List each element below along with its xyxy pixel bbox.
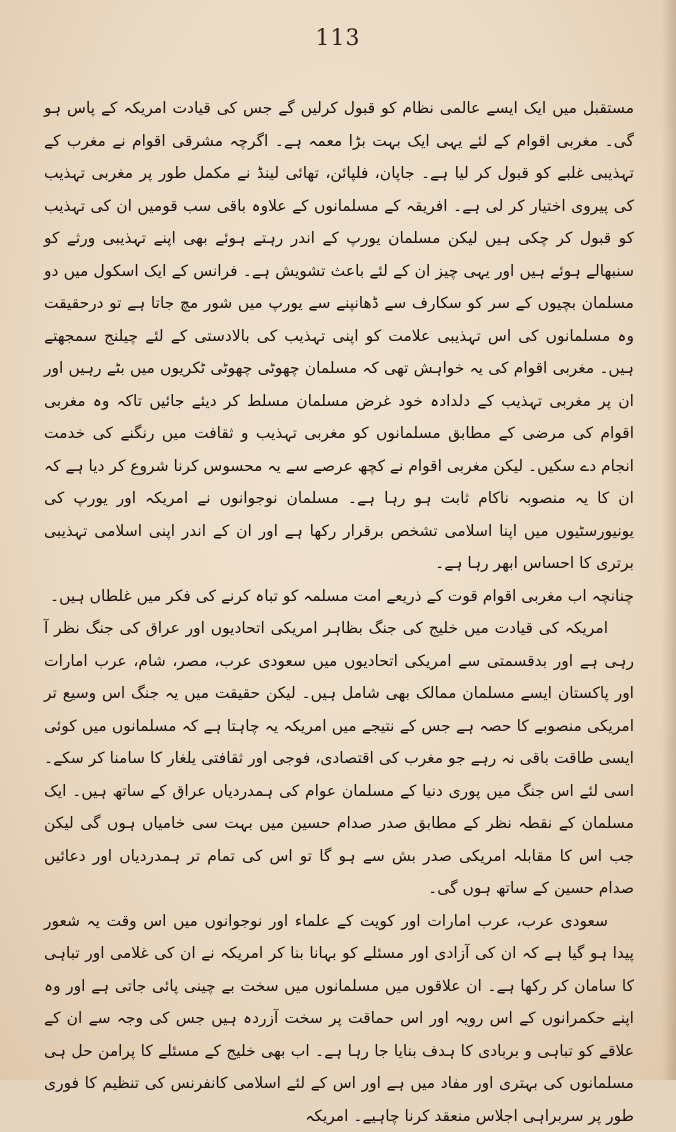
page-number: 113	[0, 26, 676, 51]
page-edge-shadow	[662, 0, 676, 1080]
paragraph-western-nations: مستقبل میں ایک ایسے عالمی نظام کو قبول کرلیں گے جس کی قیادت امریکہ کے پاس ہو گی۔ مغربی اقوام کے لئے یہی ایک بہت بڑا معمہ ہے۔ اگرچہ مشرقی اقوام نے مغرب کے تہذیبی غلبے کو قبول کر لیا ہے۔ جاپان، فلپائن، تھائی لینڈ نے مکمل طور پر مغربی تہذیب کی پیروی اختیار کر لی ہے۔ افریقہ کے مسلمانوں کے علاوہ باقی سب قومیں ان کی تہذیب کو قبول کر چکی ہیں لیکن مسلمان یورپ کے اندر رہتے ہوئے بھی اپنے تہذیبی ورثے کو سنبھالے ہوئے ہیں اور یہی چیز ان کے لئے باعث تشویش ہے۔ فرانس کے ایک اسکول میں دو مسلمان بچیوں کے سر کو سکارف سے ڈھانپنے سے یورپ میں شور مچ جاتا ہے تو درحقیقت وہ مسلمانوں کی اس تہذیبی علامت کو اپنی تہذیب کی بالادستی کے لئے چیلنج سمجھتے ہیں۔ مغربی اقوام کی یہ خواہش تھی کہ مسلمان چھوٹی چھوٹی ٹکریوں میں بٹے رہیں اور ان پر مغربی تہذیب کے دلدادہ خود غرض مسلمان مسلط کر دیئے جائیں تاکہ وہ مغربی اقوام کی مرضی کے مطابق مسلمانوں کو مغربی تہذیب و ثقافت میں رنگنے کی خدمت انجام دے سکیں۔ لیکن مغربی اقوام نے کچھ عرصے سے یہ محسوس کرنا شروع کر دیا ہے کہ ان کا یہ منصوبہ ناکام ثابت ہو رہا ہے۔ مسلمان نوجوانوں نے امریکہ اور یورپ کی یونیورسٹیوں میں اپنا اسلامی تشخص برقرار رکھا ہے اور ان کے اندر اپنی اسلامی تہذیبی برتری کا احساس ابھر رہا ہے۔	[44, 92, 634, 580]
paragraph-gulf-war: امریکہ کی قیادت میں خلیج کی جنگ بظاہر امریکی اتحادیوں اور عراق کی جنگ نظر آ رہی ہے اور بدقسمتی سے امریکی اتحادیوں میں سعودی عرب، مصر، شام، عرب امارات اور پاکستان ایسے مسلمان ممالک بھی شامل ہیں۔ لیکن حقیقت میں یہ جنگ اس وسیع تر امریکی منصوبے کا حصہ ہے جس کے نتیجے میں امریکہ یہ چاہتا ہے کہ مسلمانوں میں کوئی ایسی طاقت باقی نہ رہے جو مغرب کی اقتصادی، فوجی اور ثقافتی یلغار کا سامنا کر سکے۔ اسی لئے اس جنگ میں پوری دنیا کے مسلمان عوام کی ہمدردیاں عراق کے ساتھ ہیں۔ ایک مسلمان کے نقطہ نظر کے مطابق صدر صدام حسین میں بہت سی خامیاں ہوں گی لیکن جب اس کا مقابلہ امریکی صدر بش سے ہو گا تو اس کی تمام تر ہمدردیاں اور دعائیں صدام حسین کے ساتھ ہوں گی۔	[44, 612, 634, 905]
paragraph-saudi-arabia: سعودی عرب، عرب امارات اور کویت کے علماء اور نوجوانوں میں اس وقت یہ شعور پیدا ہو گیا ہے کہ ان کی آزادی اور مسئلے کو بہانا بنا کر امریکہ نے ان کی غلامی اور تباہی کا سامان کر رکھا ہے۔ ان علاقوں میں مسلمانوں میں سخت بے چینی پائی جاتی ہے اور وہ اپنے حکمرانوں کے اس رویہ اور اس حماقت پر سخت آزردہ ہیں جس کی وجہ سے ان کے علاقے کو تباہی و بربادی کا ہدف بنایا جا رہا ہے۔ اب بھی خلیج کے مسئلے کا پرامن حل ہی مسلمانوں کی بہتری اور مفاد میں ہے اور اس کے لئے اسلامی کانفرنس کی تنظیم کا فوری طور پر سربراہی اجلاس منعقد کرنا چاہیے۔ امریکہ	[44, 905, 634, 1132]
page-body-text	[44, 92, 634, 1132]
paragraph-muslim-ummah: چنانچہ اب مغربی اقوام قوت کے ذریعے امت مسلمہ کو تباہ کرنے کی فکر میں غلطاں ہیں۔	[44, 580, 634, 613]
